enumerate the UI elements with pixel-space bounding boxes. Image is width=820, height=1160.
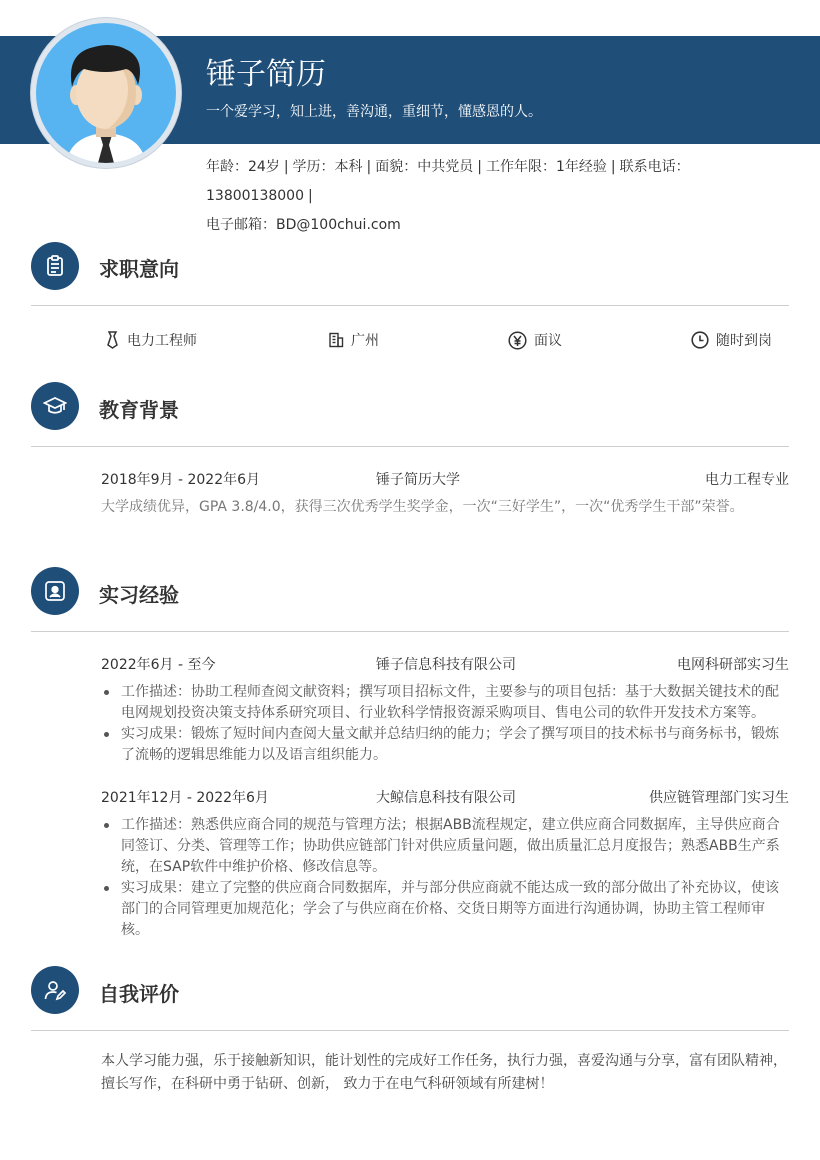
info-political: 面貌：中共党员 [375, 159, 474, 175]
id-badge-icon [31, 567, 79, 615]
education-major: 电力工程专业 [705, 472, 789, 488]
yen-icon [508, 331, 527, 350]
job-role: 电网科研部实习生 [677, 657, 789, 673]
intent-salary-label: 面议 [534, 333, 562, 349]
section-title-internship: 实习经验 [99, 583, 179, 607]
intent-city-label: 广州 [351, 333, 379, 349]
tie-icon [105, 331, 120, 349]
job-row-2 [101, 787, 789, 807]
avatar-illustration [36, 23, 176, 163]
personal-info-line-1: 年龄：24岁 | 学历：本科 | 面貌：中共党员 | 工作年限：1年经验 | 联系电话：13800138000 | [206, 159, 690, 204]
intent-position [105, 330, 197, 350]
job-row-1 [101, 654, 789, 674]
avatar [31, 18, 181, 168]
list-item: 实习成果：锻炼了短时间内查阅大量文献并总结归纳的能力；学会了撰写项目的技术标书与商务标书，锻炼了流畅的逻辑思维能力以及语言组织能力。 [101, 724, 791, 766]
section-title-self: 自我评价 [99, 982, 179, 1006]
section-title-intent: 求职意向 [99, 257, 179, 281]
graduation-cap-icon [31, 382, 79, 430]
job-period: 2021年12月 - 2022年6月 [101, 790, 269, 806]
list-item: 实习成果：建立了完整的供应商合同数据库，并与部分供应商就不能达成一致的部分做出了补充协议，使该部门的合同管理更加规范化；学会了与供应商在价格、交货日期等方面进行沟通协调，协助主管工程师审核。 [101, 878, 791, 941]
education-period: 2018年9月 - 2022年6月 [101, 472, 261, 488]
intent-availability [691, 330, 772, 350]
building-icon [328, 332, 344, 348]
education-row [101, 469, 789, 489]
list-item: 工作描述：协助工程师查阅文献资料；撰写项目招标文件，主要参与的项目包括：基于大数据关键技术的配电网规划投资决策支持体系研究项目、行业软科学情报资源采购项目、售电公司的软件开发技术方案等。 [101, 682, 791, 724]
clock-icon [691, 331, 709, 349]
user-edit-icon [31, 966, 79, 1014]
intent-availability-label: 随时到岗 [716, 333, 772, 349]
divider [31, 1030, 789, 1031]
personal-info [206, 153, 796, 240]
job-role: 供应链管理部门实习生 [649, 790, 789, 806]
job-bullets-1 [101, 682, 791, 766]
clipboard-icon [31, 242, 79, 290]
list-item: 工作描述：熟悉供应商合同的规范与管理方法；根据ABB流程规定，建立供应商合同数据库，主导供应商合同签订、分类、管理等工作；协助供应链部门针对供应质量问题，做出质量汇总月度报告；熟悉ABB生产系统，在SAP软件中维护价格、修改信息等。 [101, 815, 791, 878]
resume-motto: 一个爱学习，知上进，善沟通，重细节，懂感恩的人。 [206, 104, 542, 120]
education-school: 锤子简历大学 [376, 472, 460, 488]
job-company: 大鲸信息科技有限公司 [376, 790, 516, 806]
job-company: 锤子信息科技有限公司 [376, 657, 516, 673]
info-age: 年龄：24岁 [206, 159, 280, 175]
divider [31, 446, 789, 447]
info-education: 学历：本科 [292, 159, 363, 175]
divider [31, 305, 789, 306]
job-period: 2022年6月 - 至今 [101, 657, 216, 673]
intent-city [328, 330, 379, 350]
info-experience: 工作年限：1年经验 [485, 159, 607, 175]
self-evaluation-text: 本人学习能力强，乐于接触新知识，能计划性的完成好工作任务，执行力强，喜爱沟通与分享，富有团队精神，擅长写作，在科研中勇于钻研、创新， 致力于在电气科研领域有所建树！ [101, 1053, 787, 1092]
divider [31, 631, 789, 632]
info-phone: 联系电话：13800138000 [206, 159, 690, 204]
intent-salary [508, 330, 562, 350]
resume-name: 锤子简历 [206, 57, 326, 92]
info-email: 电子邮箱：BD@100chui.com [206, 217, 401, 233]
section-title-education: 教育背景 [99, 398, 179, 422]
job-bullets-2 [101, 815, 791, 941]
intent-position-label: 电力工程师 [127, 333, 197, 349]
education-description: 大学成绩优异，GPA 3.8/4.0，获得三次优秀学生奖学金，一次“三好学生”，一次“优秀学生干部”荣誉。 [101, 499, 744, 515]
